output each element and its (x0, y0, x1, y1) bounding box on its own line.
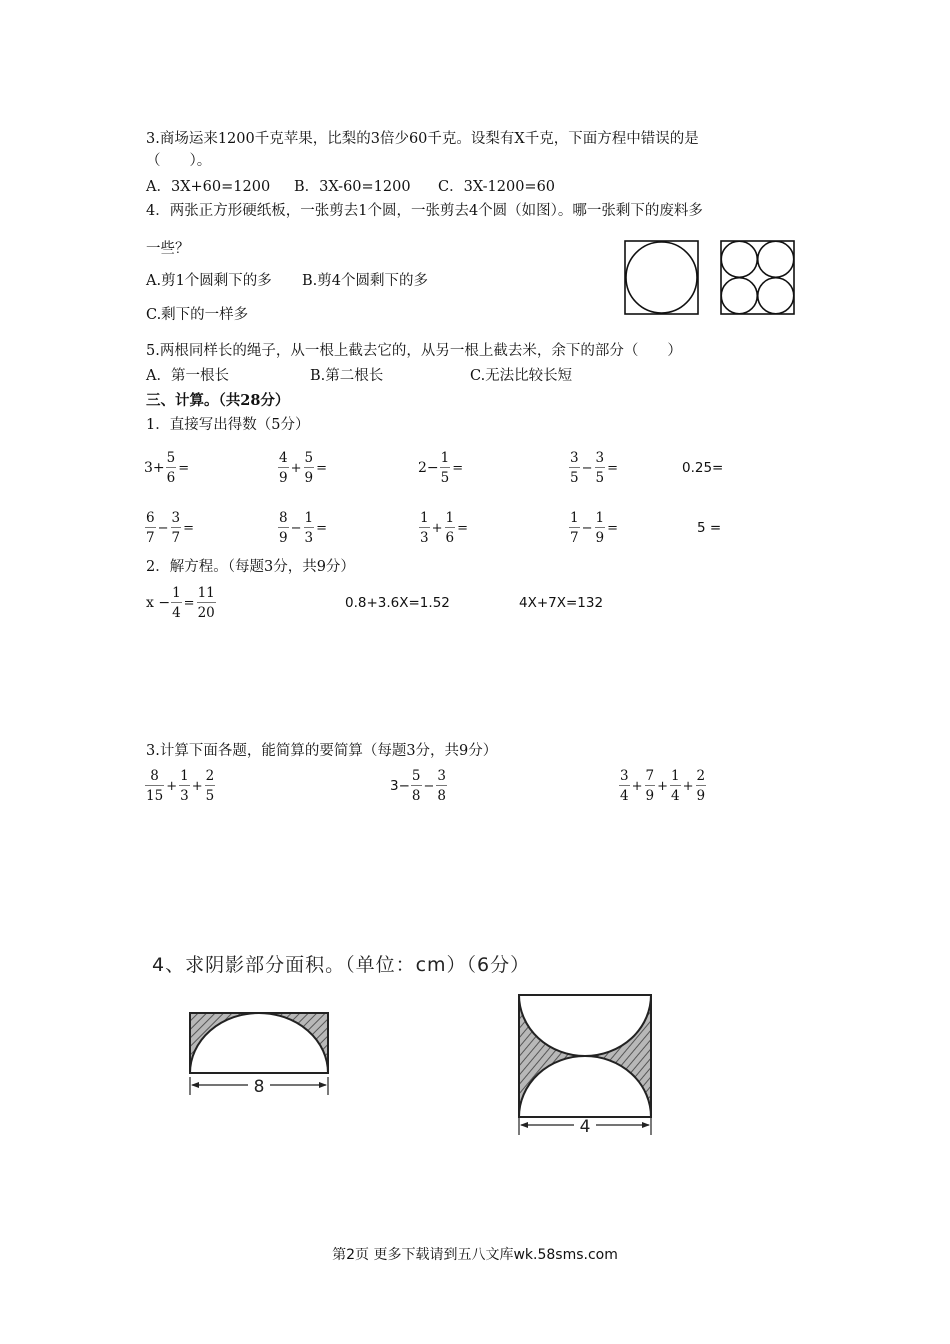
expr-lead: 2− (418, 460, 439, 476)
fraction: $\frac{1}{3}$ (304, 510, 314, 546)
oral-calc-r2-5: 5 = (697, 520, 722, 536)
small-circle (758, 241, 794, 277)
equation-1 (146, 585, 217, 621)
fraction: $\frac{4}{9}$ (279, 450, 288, 486)
small-circle (758, 278, 794, 314)
expr-lead: 3− (390, 778, 410, 794)
part-4-title: 4、求阴影部分面积。（单位：cm）（6分） (152, 954, 531, 976)
simplify-calc-1 (144, 768, 216, 804)
fraction: $\frac{1}{4}$ (671, 768, 680, 804)
equals-sign: = (183, 595, 195, 611)
dimension-label-4: 4 (579, 1117, 591, 1135)
operator: − (423, 778, 435, 794)
equation-3: 4X+7X=132 (519, 595, 604, 611)
q3-stem: 3.商场运来1200千克苹果，比梨的3倍少60千克。设梨有X千克，下面方程中错误的是 (146, 131, 699, 147)
fraction: $\frac{6}{7}$ (146, 510, 155, 546)
fraction: $\frac{1}{3}$ (420, 510, 429, 546)
part-2-title: 2．解方程。（每题3分，共9分） (146, 559, 355, 575)
expr-lead: 3+ (144, 460, 165, 476)
fraction: $\frac{8}{9}$ (279, 510, 288, 546)
part-1-title: 1．直接写出得数（5分） (146, 417, 310, 433)
dimension-label-8: 8 (253, 1077, 265, 1097)
fraction: $\frac{11}{20}$ (197, 585, 215, 621)
operator: + (631, 778, 643, 794)
fraction: $\frac{1}{6}$ (445, 510, 455, 546)
fraction: $\frac{1}{3}$ (180, 768, 189, 804)
operator: − (290, 520, 302, 536)
oral-calc-r2-3 (418, 510, 469, 546)
shaded-figure-2 (508, 985, 663, 1135)
q3-option-a: A．3X+60=1200 (146, 179, 271, 195)
small-circle (721, 241, 757, 277)
simplify-calc-3 (618, 768, 707, 804)
oral-calc-r2-2 (277, 510, 328, 546)
q3-option-b: B．3X-60=1200 (294, 179, 411, 195)
shaded-figure-1 (180, 1005, 340, 1105)
operator: + (682, 778, 694, 794)
fraction: $\frac{3}{4}$ (620, 768, 629, 804)
oral-calc-r1-5: 0.25= (682, 460, 724, 476)
fraction: $\frac{1}{5}$ (440, 450, 450, 486)
q5-option-c: C.无法比较长短 (470, 368, 573, 384)
operator: − (157, 520, 169, 536)
equals-sign: = (607, 460, 618, 476)
operator: + (431, 520, 443, 536)
fraction: $\frac{5}{8}$ (411, 768, 421, 804)
q4-stem-cont: 一些？ (146, 241, 190, 257)
equals-sign: = (607, 520, 618, 536)
operator: − (581, 520, 593, 536)
fraction: $\frac{1}{9}$ (595, 510, 605, 546)
q5-option-b: B.第二根长 (310, 368, 384, 384)
equation-2: 0.8+3.6X=1.52 (345, 595, 450, 611)
q4-option-b: B.剪4个圆剩下的多 (302, 273, 428, 289)
oral-calc-r2-4 (568, 510, 619, 546)
square-four-circles (721, 241, 794, 314)
fraction: $\frac{3}{5}$ (570, 450, 579, 486)
section-3-title: 三、计算。（共28分） (146, 392, 290, 409)
fraction: $\frac{5}{6}$ (166, 450, 176, 486)
fraction: $\frac{3}{5}$ (595, 450, 605, 486)
operator: − (581, 460, 593, 476)
q4-option-c: C.剩下的一样多 (146, 307, 249, 323)
fraction: $\frac{1}{7}$ (570, 510, 579, 546)
equals-sign: = (316, 520, 327, 536)
page-footer: 第2页 更多下载请到五八文库wk.58sms.com (332, 1247, 618, 1263)
part-3-title: 3.计算下面各题，能简算的要简算（每题3分，共9分） (146, 743, 498, 759)
equals-sign: = (457, 520, 468, 536)
fraction: $\frac{8}{15}$ (146, 768, 164, 804)
fraction: $\frac{5}{9}$ (304, 450, 314, 486)
equals-sign: = (452, 460, 464, 476)
q4-squares-figure (620, 238, 802, 318)
fraction: $\frac{7}{9}$ (645, 768, 655, 804)
oral-calc-r1-2 (277, 450, 328, 486)
operator: + (657, 778, 668, 794)
equals-sign: = (178, 460, 190, 476)
q3-option-c: C．3X-1200=60 (438, 179, 556, 195)
q5-option-a: A．第一根长 (146, 368, 229, 384)
oral-calc-r1-4 (568, 450, 619, 486)
fraction: $\frac{3}{7}$ (171, 510, 181, 546)
fraction: $\frac{3}{8}$ (437, 768, 446, 804)
q4-stem: 4．两张正方形硬纸板，一张剪去1个圆，一张剪去4个圆（如图）。哪一张剩下的废料多 (146, 203, 703, 219)
fraction: $\frac{2}{5}$ (205, 768, 215, 804)
oral-calc-r1-1 (144, 450, 190, 486)
equals-sign: = (316, 460, 327, 476)
fraction: $\frac{1}{4}$ (172, 585, 181, 621)
equals-sign: = (183, 520, 194, 536)
large-circle (626, 242, 697, 313)
simplify-calc-2 (390, 768, 448, 804)
q5-stem: 5.两根同样长的绳子，从一根上截去它的，从另一根上截去米，余下的部分（ ） (146, 343, 682, 359)
oral-calc-r1-3 (418, 450, 464, 486)
small-circle (721, 278, 757, 314)
operator: + (191, 778, 203, 794)
expr-lead: x − (146, 595, 171, 611)
oral-calc-r2-1 (144, 510, 195, 546)
operator: + (166, 778, 178, 794)
fraction: $\frac{2}{9}$ (696, 768, 706, 804)
q3-blank: （ ）。 (146, 153, 212, 169)
q4-option-a: A.剪1个圆剩下的多 (146, 273, 272, 289)
operator: + (290, 460, 302, 476)
